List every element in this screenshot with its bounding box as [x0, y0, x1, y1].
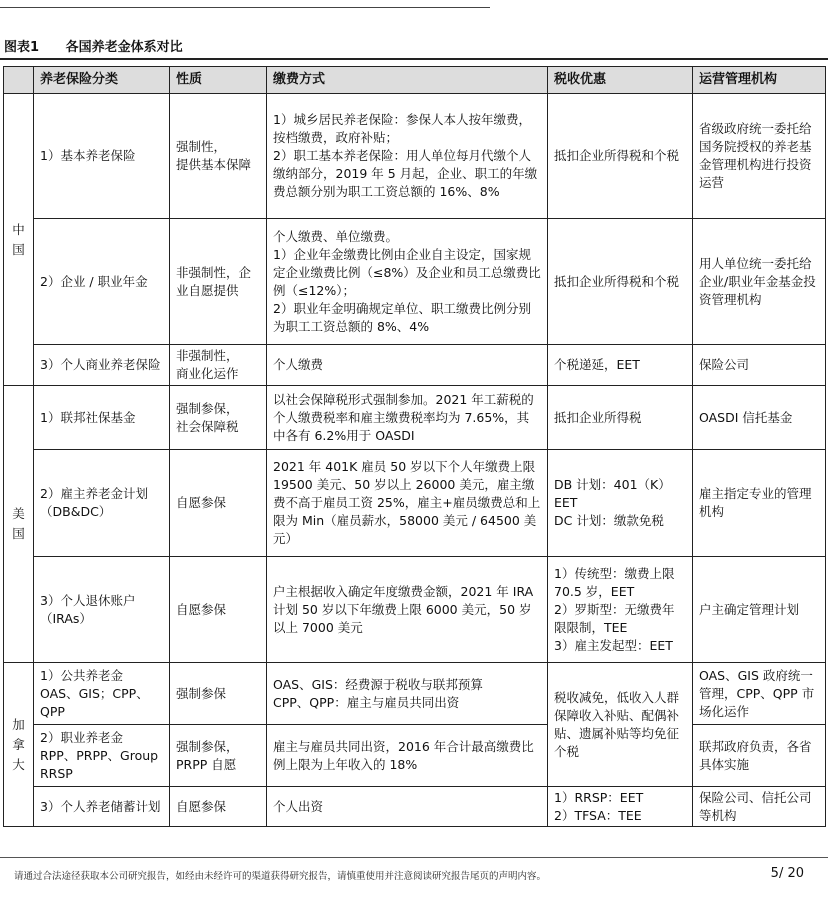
category-cell: 1）公共养老金 OAS、GIS；CPP、QPP: [34, 663, 170, 725]
nature-cell: 非强制性， 商业化运作: [170, 345, 267, 386]
footer-rule: [0, 857, 828, 858]
table-row: [4, 345, 826, 386]
tax-cell: 抵扣企业所得税: [548, 386, 693, 450]
manager-cell: 省级政府统一委托给国务院授权的养老基金管理机构进行投资运营: [693, 94, 826, 219]
table-row: [4, 787, 826, 827]
figure-number: 图表1: [4, 40, 40, 55]
payment-cell: 1）城乡居民养老保险：参保人本人按年缴费，按档缴费，政府补贴； 2）职工基本养老保险：用人单位每月代缴个人缴纳部分，2019 年 5 月起，企业、职工的年缴费总额分别为职工工资总额的 16%、8%: [267, 94, 548, 219]
country-china: 中 国: [4, 94, 34, 386]
header-manager: 运营管理机构: [693, 67, 826, 94]
table-row: [4, 386, 826, 450]
table-row: [4, 725, 826, 787]
payment-cell: 个人缴费、单位缴费。 1）企业年金缴费比例由企业自主设定，国家规定企业缴费比例（≤8%）及企业和员工总缴费比例（≤12%）； 2）职业年金明确规定单位、职工缴费比例分别为职工工资总额的 8%、4%: [267, 219, 548, 345]
table-row: [4, 450, 826, 557]
nature-cell: 强制性， 提供基本保障: [170, 94, 267, 219]
payment-cell: 个人缴费: [267, 345, 548, 386]
nature-cell: 自愿参保: [170, 450, 267, 557]
payment-cell: 个人出资: [267, 787, 548, 827]
category-cell: 1）联邦社保基金: [34, 386, 170, 450]
category-cell: 2）雇主养老金计划（DB&DC）: [34, 450, 170, 557]
tax-cell: 1）RRSP：EET 2）TFSA：TEE: [548, 787, 693, 827]
table-row: [4, 663, 826, 725]
table-row: [4, 557, 826, 663]
tax-cell: 抵扣企业所得税和个税: [548, 94, 693, 219]
figure-title: [4, 36, 183, 55]
manager-cell: 保险公司、信托公司等机构: [693, 787, 826, 827]
top-rule: [0, 0, 490, 8]
category-cell: 3）个人养老储蓄计划: [34, 787, 170, 827]
header-tax: 税收优惠: [548, 67, 693, 94]
table-header-row: [4, 67, 826, 94]
nature-cell: 强制参保: [170, 663, 267, 725]
tax-cell: DB 计划：401（K）EET DC 计划：缴款免税: [548, 450, 693, 557]
header-category: 养老保险分类: [34, 67, 170, 94]
nature-cell: 强制参保， 社会保障税: [170, 386, 267, 450]
header-nature: 性质: [170, 67, 267, 94]
nature-cell: 非强制性，企业自愿提供: [170, 219, 267, 345]
manager-cell: 户主确定管理计划: [693, 557, 826, 663]
tax-cell: 抵扣企业所得税和个税: [548, 219, 693, 345]
nature-cell: 自愿参保: [170, 787, 267, 827]
payment-cell: OAS、GIS：经费源于税收与联邦预算 CPP、QPP：雇主与雇员共同出资: [267, 663, 548, 725]
footer-disclaimer: 请通过合法途径获取本公司研究报告，如经由未经许可的渠道获得研究报告，请慎重使用并注意阅读研究报告尾页的声明内容。: [14, 871, 547, 882]
manager-cell: 联邦政府负责，各省具体实施: [693, 725, 826, 787]
country-usa: 美 国: [4, 386, 34, 663]
payment-cell: 2021 年 401K 雇员 50 岁以下个人年缴费上限 19500 美元、50 岁以上 26000 美元，雇主缴费不高于雇员工资 25%，雇主+雇员缴费总和上限为 Min（雇员薪水，58000 美元 / 64500 美元）: [267, 450, 548, 557]
category-cell: 1）基本养老保险: [34, 94, 170, 219]
tax-cell: 1）传统型：缴费上限 70.5 岁，EET 2）罗斯型：无缴费年限限制，TEE 3）雇主发起型：EET: [548, 557, 693, 663]
payment-cell: 以社会保障税形式强制参加。2021 年工薪税的个人缴费税率和雇主缴费税率均为 7.65%，其中各有 6.2%用于 OASDI: [267, 386, 548, 450]
manager-cell: OASDI 信托基金: [693, 386, 826, 450]
header-payment: 缴费方式: [267, 67, 548, 94]
table-row: [4, 94, 826, 219]
category-cell: 3）个人商业养老保险: [34, 345, 170, 386]
title-rule: [0, 58, 828, 60]
category-cell: 2）职业养老金 RPP、PRPP、Group RRSP: [34, 725, 170, 787]
page-number: 5/ 20: [770, 866, 804, 881]
pension-comparison-table: [3, 66, 826, 827]
header-country: [4, 67, 34, 94]
manager-cell: 雇主指定专业的管理机构: [693, 450, 826, 557]
tax-cell: 个税递延，EET: [548, 345, 693, 386]
table-row: [4, 219, 826, 345]
manager-cell: 用人单位统一委托给企业/职业年金基金投资管理机构: [693, 219, 826, 345]
payment-cell: 户主根据收入确定年度缴费金额，2021 年 IRA 计划 50 岁以下年缴费上限 6000 美元，50 岁以上 7000 美元: [267, 557, 548, 663]
category-cell: 2）企业 / 职业年金: [34, 219, 170, 345]
manager-cell: 保险公司: [693, 345, 826, 386]
tax-cell: 税收减免，低收入人群保障收入补贴、配偶补贴、遗属补贴等均免征个税: [548, 663, 693, 787]
manager-cell: OAS、GIS 政府统一管理，CPP、QPP 市场化运作: [693, 663, 826, 725]
figure-caption: 各国养老金体系对比: [65, 40, 183, 55]
nature-cell: 强制参保，PRPP 自愿: [170, 725, 267, 787]
country-canada: 加 拿 大: [4, 663, 34, 827]
category-cell: 3）个人退休账户（IRAs）: [34, 557, 170, 663]
nature-cell: 自愿参保: [170, 557, 267, 663]
payment-cell: 雇主与雇员共同出资，2016 年合计最高缴费比例上限为上年收入的 18%: [267, 725, 548, 787]
